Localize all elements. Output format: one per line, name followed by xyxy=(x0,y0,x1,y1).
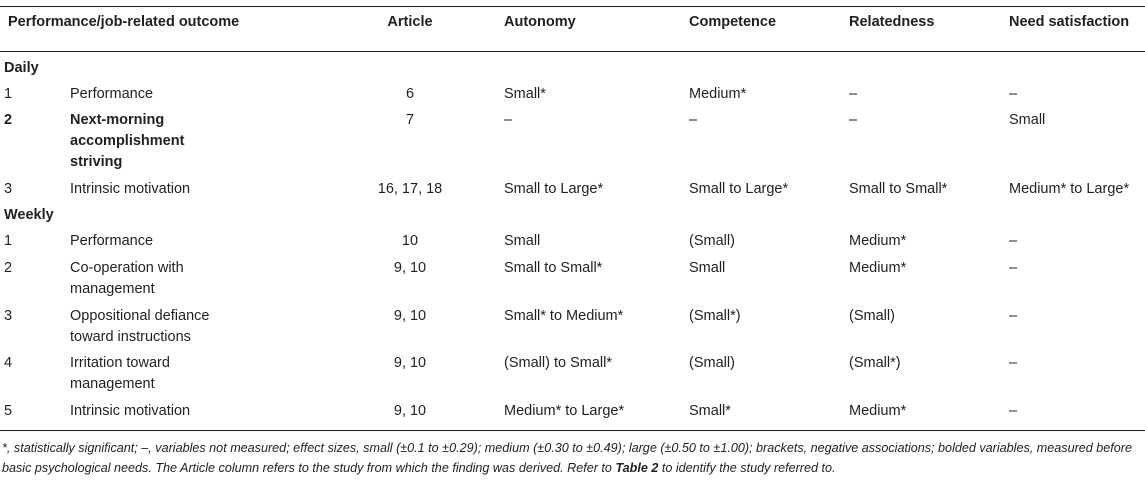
row-number: 2 xyxy=(4,112,13,128)
competence-cell: Small* xyxy=(689,403,731,419)
row-number: 2 xyxy=(4,260,13,276)
footnote-text: *, statistically significant; –, variables not measured; effect sizes, small (±0.1 to ±0.29); medium (±0.30 to ±0.49); large (±0.50 to ±1.00); brackets, negative associations; bolded variables, measured before basic psychological needs. The Article column refers to the study from which the finding was derived. Refer to xyxy=(2,441,1132,475)
row-number: 4 xyxy=(4,355,13,371)
article-cell: 9, 10 xyxy=(393,308,427,324)
need-satisfaction-cell: – xyxy=(1009,308,1018,324)
competence-cell: – xyxy=(689,112,698,128)
relatedness-cell: Medium* xyxy=(849,260,907,276)
row-number: 3 xyxy=(4,181,13,197)
header-need-satisfaction: Need satisfaction xyxy=(1009,14,1130,30)
need-satisfaction-cell: – xyxy=(1009,233,1018,249)
row-number: 3 xyxy=(4,308,13,324)
competence-cell: (Small) xyxy=(689,355,735,371)
header-rule xyxy=(0,51,1145,52)
autonomy-cell: Medium* to Large* xyxy=(504,403,625,419)
article-cell: 9, 10 xyxy=(393,260,427,276)
article-cell: 10 xyxy=(401,233,419,249)
article-cell: 9, 10 xyxy=(393,355,427,371)
outcome-cell: Co-operation with management xyxy=(70,260,184,297)
outcome-cell: Intrinsic motivation xyxy=(70,181,191,197)
autonomy-cell: Small to Large* xyxy=(504,181,604,197)
autonomy-cell: (Small) to Small* xyxy=(504,355,612,371)
outcome-cell: Oppositional defiance toward instructions xyxy=(70,308,210,345)
header-article: Article xyxy=(387,14,433,30)
relatedness-cell: (Small) xyxy=(849,308,895,324)
relatedness-cell: Medium* xyxy=(849,403,907,419)
need-satisfaction-cell: Medium* to Large* xyxy=(1009,181,1130,197)
relatedness-cell: Medium* xyxy=(849,233,907,249)
autonomy-cell: Small* to Medium* xyxy=(504,308,624,324)
outcome-cell: Irritation toward management xyxy=(70,355,170,392)
row-number: 1 xyxy=(4,86,13,102)
header-outcome: Performance/job-related outcome xyxy=(8,14,240,30)
competence-cell: Small xyxy=(689,260,726,276)
outcome-cell: Performance xyxy=(70,86,154,102)
need-satisfaction-cell: – xyxy=(1009,355,1018,371)
competence-cell: (Small*) xyxy=(689,308,741,324)
relatedness-cell: (Small*) xyxy=(849,355,901,371)
autonomy-cell: – xyxy=(504,112,513,128)
article-cell: 9, 10 xyxy=(393,403,427,419)
bottom-rule xyxy=(0,430,1145,431)
autonomy-cell: Small* xyxy=(504,86,546,102)
competence-cell: (Small) xyxy=(689,233,735,249)
relatedness-cell: Small to Small* xyxy=(849,181,948,197)
need-satisfaction-cell: Small xyxy=(1009,112,1046,128)
row-number: 5 xyxy=(4,403,13,419)
outcome-cell: Performance xyxy=(70,233,154,249)
competence-cell: Small to Large* xyxy=(689,181,789,197)
section-label-weekly: Weekly xyxy=(4,207,54,223)
autonomy-cell: Small xyxy=(504,233,541,249)
outcome-cell: Intrinsic motivation xyxy=(70,403,191,419)
footnote-text-end: to identify the study referred to. xyxy=(658,461,836,475)
header-competence: Competence xyxy=(689,14,777,30)
outcome-cell: Next-morning accomplishment striving xyxy=(70,112,185,170)
need-satisfaction-cell: – xyxy=(1009,86,1018,102)
need-satisfaction-cell: – xyxy=(1009,403,1018,419)
table-2-reference[interactable]: Table 2 xyxy=(615,461,659,475)
row-number: 1 xyxy=(4,233,13,249)
table-footnote xyxy=(2,438,1142,478)
relatedness-cell: – xyxy=(849,112,858,128)
need-satisfaction-cell: – xyxy=(1009,260,1018,276)
section-label-daily: Daily xyxy=(4,60,39,76)
autonomy-cell: Small to Small* xyxy=(504,260,603,276)
relatedness-cell: – xyxy=(849,86,858,102)
article-cell: 16, 17, 18 xyxy=(377,181,443,197)
top-rule xyxy=(0,6,1145,7)
competence-cell: Medium* xyxy=(689,86,747,102)
header-relatedness: Relatedness xyxy=(849,14,935,30)
header-autonomy: Autonomy xyxy=(504,14,576,30)
article-cell: 6 xyxy=(405,86,415,102)
article-cell: 7 xyxy=(405,112,415,128)
